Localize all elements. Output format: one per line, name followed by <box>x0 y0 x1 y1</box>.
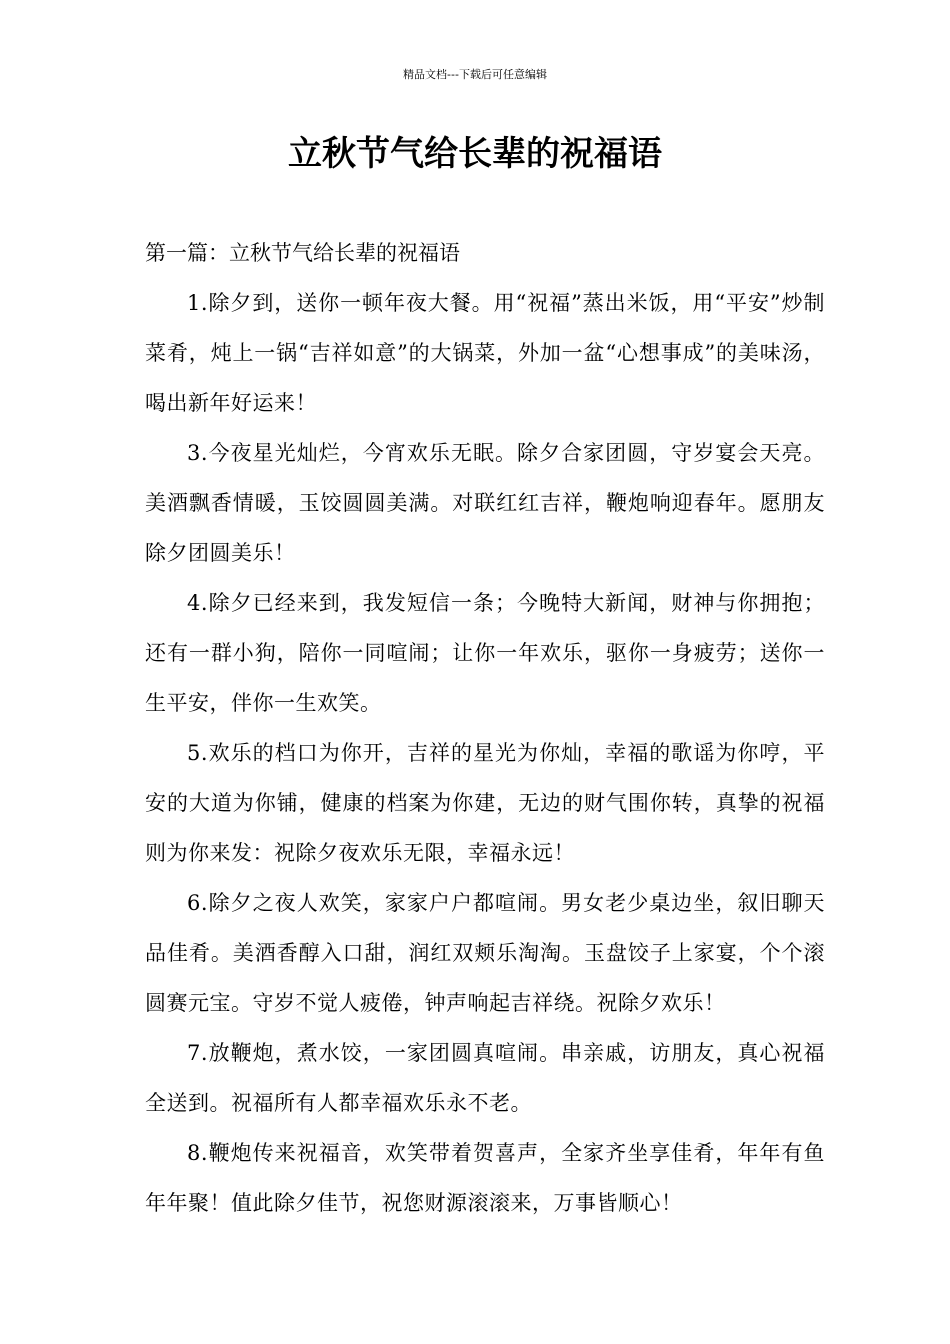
document-body <box>145 228 825 1228</box>
paragraph-1: 1.除夕到，送你一顿年夜大餐。用“祝福”蒸出米饭，用“平安”炒制菜肴，炖上一锅“吉祥如意”的大锅菜，外加一盆“心想事成”的美味汤，喝出新年好运来！ <box>145 291 825 415</box>
paragraph-8: 8.鞭炮传来祝福音，欢笑带着贺喜声，全家齐坐享佳肴，年年有鱼年年聚！值此除夕佳节，祝您财源滚滚来，万事皆顺心！ <box>145 1141 825 1215</box>
section-subtitle: 第一篇：立秋节气给长辈的祝福语 <box>145 241 460 265</box>
paragraph-7: 7.放鞭炮，煮水饺，一家团圆真喧闹。串亲戚，访朋友，真心祝福全送到。祝福所有人都幸福欢乐永不老。 <box>145 1041 825 1115</box>
paragraph-3: 3.今夜星光灿烂，今宵欢乐无眠。除夕合家团圆，守岁宴会天亮。美酒飘香情暖，玉饺圆圆美满。对联红红吉祥，鞭炮响迎春年。愿朋友除夕团圆美乐！ <box>145 441 825 565</box>
paragraph-6: 6.除夕之夜人欢笑，家家户户都喧闹。男女老少桌边坐，叙旧聊天品佳肴。美酒香醇入口甜，润红双颊乐淘淘。玉盘饺子上家宴，个个滚圆赛元宝。守岁不觉人疲倦，钟声响起吉祥绕。祝除夕欢乐！ <box>145 891 825 1015</box>
document-title: 立秋节气给长辈的祝福语 <box>288 134 662 174</box>
paragraph-5: 5.欢乐的档口为你开，吉祥的星光为你灿，幸福的歌谣为你哼，平安的大道为你铺，健康的档案为你建，无边的财气围你转，真挚的祝福则为你来发：祝除夕夜欢乐无限，幸福永远！ <box>145 741 825 865</box>
paragraph-4: 4.除夕已经来到，我发短信一条；今晚特大新闻，财神与你拥抱；还有一群小狗，陪你一同喧闹；让你一年欢乐，驱你一身疲劳；送你一生平安，伴你一生欢笑。 <box>145 591 825 715</box>
header-note: 精品文档---下载后可任意编辑 <box>403 68 547 81</box>
